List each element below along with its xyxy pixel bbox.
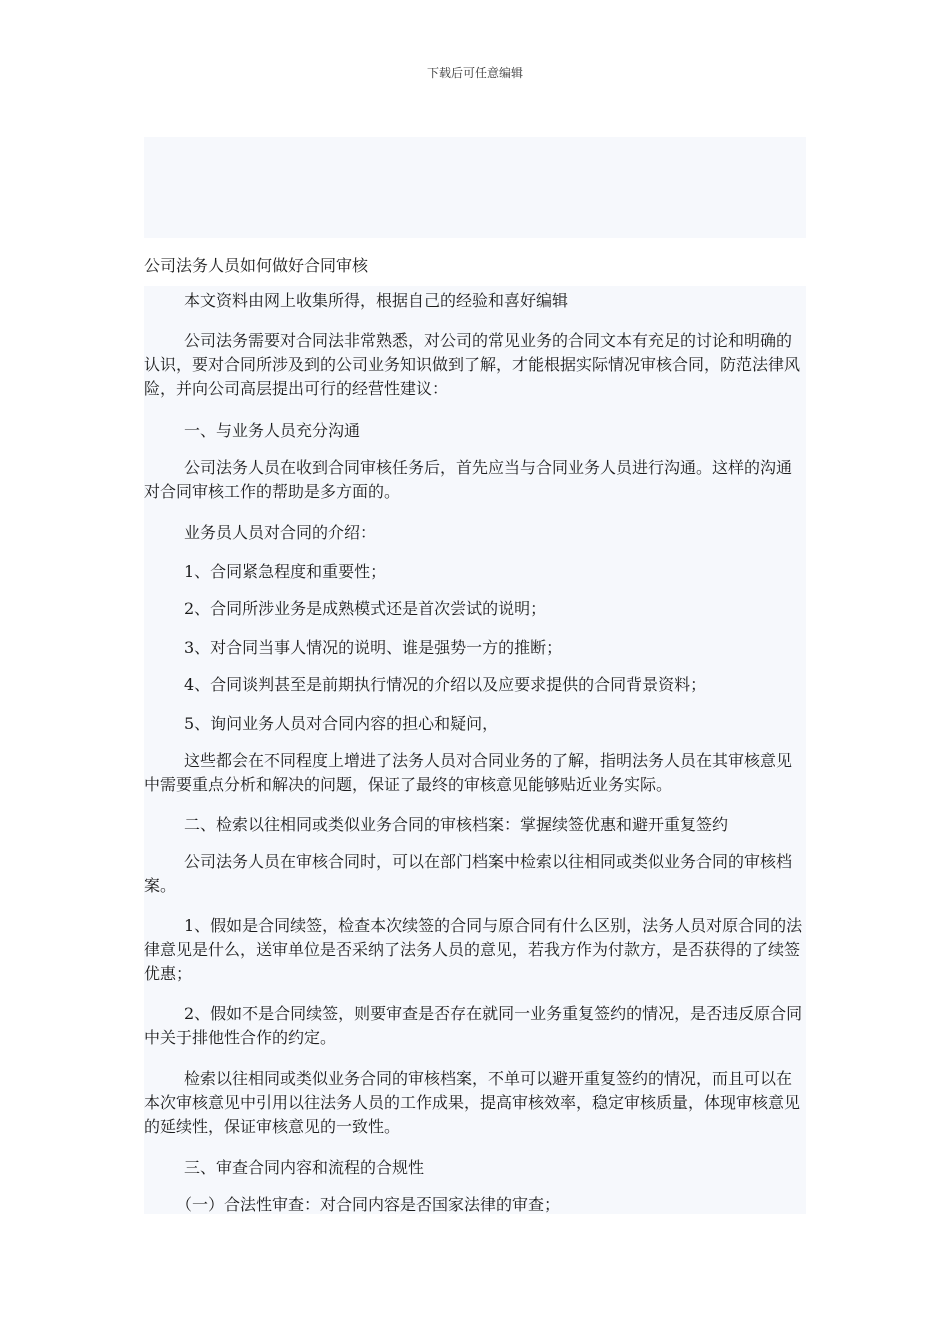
page-header-note: 下载后可任意编辑: [426, 66, 523, 80]
heading-section-2: 二、检索以往相同或类似业务合同的审核档案：掌握续签优惠和避开重复签约: [184, 815, 729, 834]
list-item-5: 5、询问业务人员对合同内容的担心和疑问，: [184, 714, 499, 733]
paragraph-section-2-body: 公司法务人员在审核合同时，可以在部门档案中检索以往相同或类似业务合同的审核档案。: [144, 852, 793, 895]
list-item-3: 3、对合同当事人情况的说明、谁是强势一方的推断；: [184, 638, 563, 657]
list-item-4: 4、合同谈判甚至是前期执行情况的介绍以及应要求提供的合同背景资料；: [184, 675, 707, 694]
heading-section-3: 三、审查合同内容和流程的合规性: [184, 1158, 425, 1177]
list-item-1: 1、合同紧急程度和重要性；: [184, 562, 387, 581]
heading-section-1: 一、与业务人员充分沟通: [184, 421, 361, 440]
paragraph-legality-review: （一）合法性审查：对合同内容是否国家法律的审查；: [176, 1195, 561, 1214]
paragraph-renewal: 1、假如是合同续签，检查本次续签的合同与原合同有什么区别，法务人员对原合同的法律意见是什么，送审单位是否采纳了法务人员的意见，若我方作为付款方，是否获得的了续签优惠；: [144, 916, 803, 983]
paragraph-section-1-body: 公司法务人员在收到合同审核任务后，首先应当与合同业务人员进行沟通。这样的沟通对合同审核工作的帮助是多方面的。: [144, 458, 793, 501]
paragraph-non-renewal: 2、假如不是合同续签，则要审查是否存在就同一业务重复签约的情况，是否违反原合同中关于排他性合作的约定。: [144, 1004, 803, 1047]
paragraph-summary: 这些都会在不同程度上增进了法务人员对合同业务的了解，指明法务人员在其审核意见中需要重点分析和解决的问题，保证了最终的审核意见能够贴近业务实际。: [144, 751, 793, 794]
list-item-2: 2、合同所涉业务是成熟模式还是首次尝试的说明；: [184, 599, 547, 618]
paragraph-intro: 公司法务需要对合同法非常熟悉，对公司的常见业务的合同文本有充足的讨论和明确的认识，要对合同所涉及到的公司业务知识做到了解，才能根据实际情况审核合同，防范法律风险，并向公司高层提出可行的经营性建议：: [144, 331, 801, 398]
paragraph-intro-list: 业务员人员对合同的介绍：: [184, 523, 377, 542]
blank-banner-area: [144, 137, 806, 238]
document-title: 公司法务人员如何做好合同审核: [144, 256, 369, 275]
paragraph-archive-benefit: 检索以往相同或类似业务合同的审核档案，不单可以避开重复签约的情况，而且可以在本次审核意见中引用以往法务人员的工作成果，提高审核效率，稳定审核质量，体现审核意见的延续性，保证审核意见的一致性。: [144, 1069, 801, 1136]
paragraph-source-note: 本文资料由网上收集所得，根据自己的经验和喜好编辑: [184, 291, 569, 310]
